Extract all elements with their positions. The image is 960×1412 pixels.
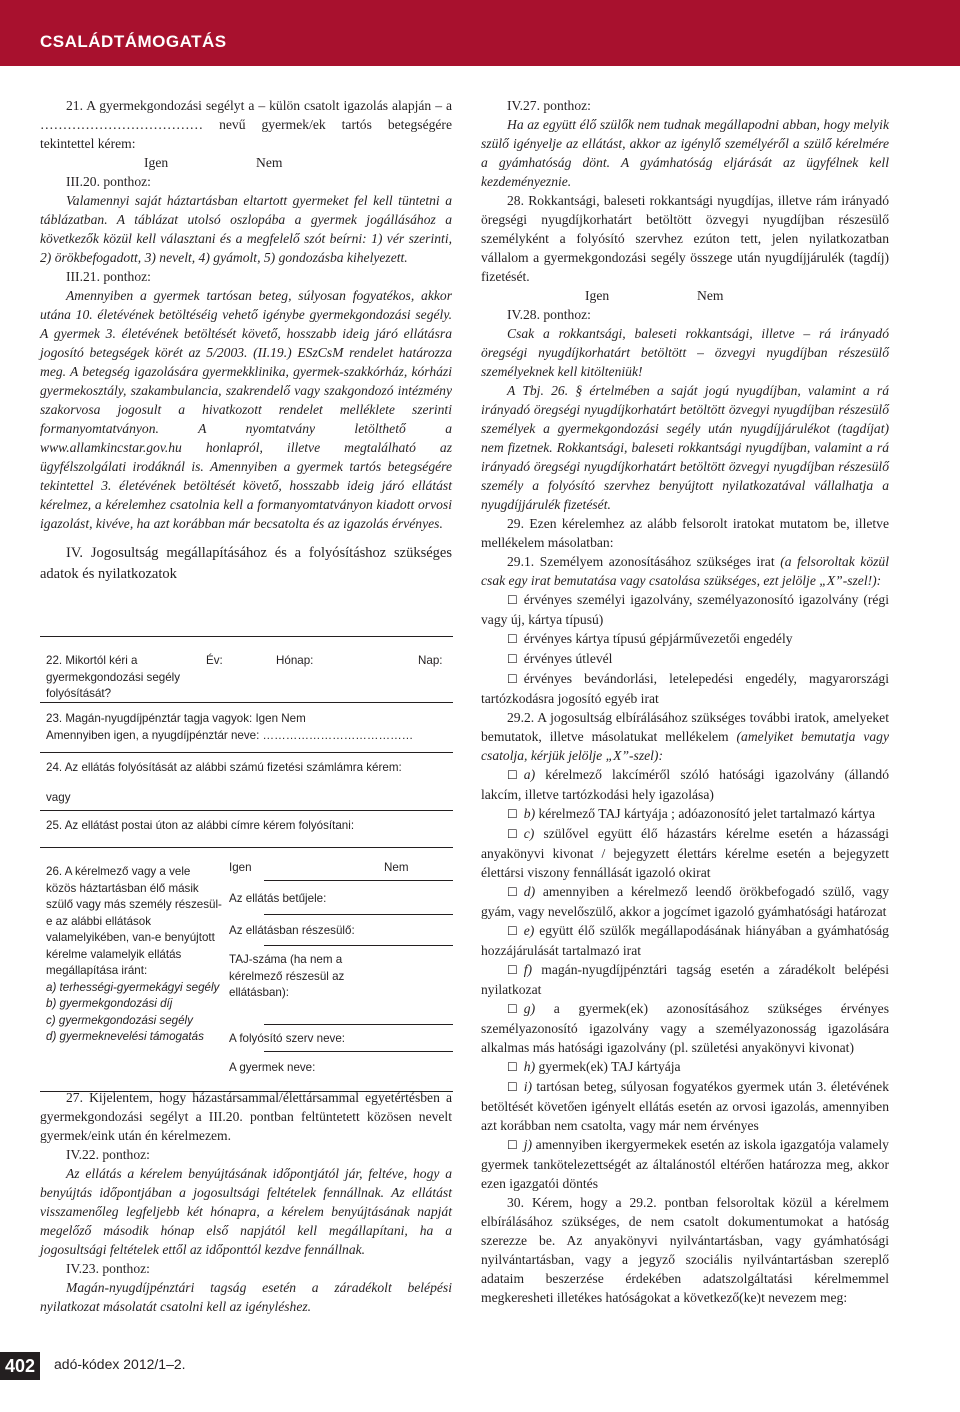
item-letter: a) xyxy=(523,767,536,782)
document-checkbox-item[interactable]: ☐ érvényes útlevél xyxy=(481,649,889,669)
benefit-option: b) gyermekgondozási díj xyxy=(46,997,173,1010)
year-field[interactable]: Év: xyxy=(206,654,223,667)
item-29-2 xyxy=(481,708,889,765)
form-label: 22. Mikortól kéri a gyermekgondozási segély folyósítását? xyxy=(46,654,181,700)
divider xyxy=(264,1051,453,1052)
item-letter: f) xyxy=(523,962,533,977)
note-text: A Tbj. 26. § értelmében a saját jogú nyugdíjban, valamint a rá irányadó öregségi nyugdíjkorhatárt betöltött özvegyi nyugdíjban részesülő személyek a gyermekgondozási segély után nyugdíjjárulékot (tagdíjat) nem fizetnek. Rokkantsági, baleseti rokkantsági nyugdíjban, valamint a rá irányadó öregségi nyugdíjkorhatárt betöltött özvegyi nyugdíjban részesülő személy a folyósító szervhez benyújtott nyilatkozatával vállalhatja a nyugdíjjárulék fizetését. xyxy=(481,383,889,512)
attachment-checkbox-item[interactable] xyxy=(481,804,889,824)
benefit-option: d) gyermeknevelési támogatás xyxy=(46,1030,204,1043)
form-label: 24. Az ellátás folyósítását az alábbi számú fizetési számlámra kérem: xyxy=(46,761,402,774)
attachment-checkbox-item[interactable] xyxy=(481,1057,889,1077)
item-29-2-note: (amelyiket bemutatja vagy csatolja, kérjük jelölje „X”-szel): xyxy=(481,729,889,763)
note-text: Ha az együtt élő szülők nem tudnak megállapodni abban, hogy melyik szülő igényelje az ellátást, akkor az igénylő személyéről a szülő kérelmére a gyámhatóság dönt. A gyámhatóság eljárását az ügyfélnek kell kezdeményeznie. xyxy=(481,117,889,189)
form-row-26 xyxy=(40,848,453,1091)
attachment-checkbox-item[interactable] xyxy=(481,921,889,960)
item-text: szülővel együtt élő házastárs kérelme esetén a házassági anyakönyvi kivonat / bejegyzett élettárs kérelme esetén a bejegyzett élettársi viszony fennállását igazoló okirat xyxy=(481,826,889,880)
form-label: 23. Magán-nyugdíjpénztár tagja vagyok: Igen Nem xyxy=(46,712,306,725)
item-text: tartósan beteg, súlyosan fogyatékos gyermek után 3. életévének betöltését követően igényelt ellátás esetén az orvosi igazolás, amennyiben azt korábban nem csatolta, vagy már nem érvényes xyxy=(481,1079,889,1133)
item-29-1-note: (a felsoroltak közül csak egy irat bemutatása vagy csatolása szükséges, ezt jelölje „X”-szel!): xyxy=(481,554,889,588)
item-letter: g) xyxy=(523,1001,536,1016)
pension-fund-name-field[interactable]: Amennyiben igen, a nyugdíjpénztár neve: ………………………………… xyxy=(46,729,414,742)
paying-agency-field[interactable]: A folyósító szerv neve: xyxy=(229,1032,345,1045)
benefit-letter-field[interactable]: Az ellátás betűjele: xyxy=(229,892,327,905)
item-text: együtt élő szülők megállapodásának hiányában a gyámhatóság hozzájárulását tartalmazó irat xyxy=(481,923,889,958)
section-iv-heading: IV. Jogosultság megállapításához és a folyósításhoz szükséges adatok és nyilatkozatok xyxy=(40,545,452,582)
yes-no-28 xyxy=(481,286,889,305)
divider xyxy=(264,914,453,915)
no-option[interactable]: Nem xyxy=(256,155,283,170)
note-heading: IV.23. ponthoz: xyxy=(66,1261,150,1276)
form-row-23 xyxy=(40,703,453,753)
id-document-list xyxy=(481,590,889,708)
note-heading: III.20. ponthoz: xyxy=(66,174,151,189)
taj-number-field[interactable]: TAJ-száma (ha nem a kérelmező részesül az ellátásban): xyxy=(229,953,345,999)
attachment-checkbox-item[interactable] xyxy=(481,1135,889,1193)
page-number: 402 xyxy=(0,1352,40,1380)
item-27: 27. Kijelentem, hogy házastársammal/élettársammal egyetértésben a gyermekgondozási segélyt a III.20. pontban feltüntetett közösen nevelt gyermek/eink után én kérelmezem. xyxy=(40,1090,452,1143)
yes-option[interactable]: Igen xyxy=(585,288,610,303)
item-text: gyermek(ek) TAJ kártyája xyxy=(538,1059,681,1074)
item-29-2-text: 29.2. A jogosultság elbírálásához szükséges további iratok, amelyeket bemutatok, illetve másolatukat mellékelem xyxy=(481,710,889,744)
item-text: kérelmező TAJ kártyája ; adóazonosító jelet tartalmazó kártya xyxy=(538,806,875,821)
note-heading: III.21. ponthoz: xyxy=(66,269,151,284)
form-row-24 xyxy=(40,753,453,811)
note-text: Az ellátás a kérelem benyújtásának időpontjától jár, feltéve, hogy a benyújtás időpontjában a jogosultsági feltételek fennállnak. Az ellátást visszamenőleg legfeljebb két hónapra, a kérelem benyújtásának napját megelőző második hónap első napjától kell megállapítani, ha a jogosultsági feltételek ettől az időponttól kezdve fennállnak. xyxy=(40,1166,452,1257)
beneficiary-field[interactable]: Az ellátásban részesülő: xyxy=(229,924,355,937)
application-form xyxy=(40,636,453,1092)
divider xyxy=(264,945,453,946)
left-column xyxy=(40,96,452,585)
item-text: kérelmező lakcíméről szóló hatósági igazolvány (állandó lakcím, illetve tartózkodási hely igazolása) xyxy=(481,767,889,802)
form-row-22 xyxy=(40,637,453,703)
attachment-checkbox-item[interactable] xyxy=(481,824,889,882)
item-text: amennyiben a kérelmező leendő örökbefogadó szülő, vagy gyám, vagy nevelőszülő, akkor a jogcímet igazoló gyámhatósági határozat xyxy=(481,884,889,919)
form-question-26 xyxy=(46,864,222,1046)
month-field[interactable]: Hónap: xyxy=(276,654,314,667)
form-row-25 xyxy=(40,811,453,848)
note-heading: IV.22. ponthoz: xyxy=(66,1147,150,1162)
attachment-checkbox-item[interactable] xyxy=(481,765,889,804)
header-bar xyxy=(0,0,960,66)
right-column xyxy=(481,96,889,1307)
note-text: Amennyiben a gyermek tartósan beteg, súlyosan fogyatékos, akkor utána 10. életévének betöltéséig vehető igénybe gyermekgondozási segély. A gyermek 3. életévének betöltését követő, hosszabb ideig járó ellátásra jogosító betegségek körét az 5/2003. (II.19.) ESzCsM rendelet határozza meg. A betegség igazolására gyermekklinika, gyermek-szakkórház, kórházi gyermekosztály, szakambulancia, szakrendelő vagy szakgondozó intézmény szakorvosa jogosult a hivatkozott rendelet melléklete szerinti formanyomtatványon. A nyomtatvány letölthető a www.allamkincstar.gov.hu honlapról, illetve megtalálható az ügyfélszolgálati irodáknál is. Amennyiben a gyermek tartós betegségére tekintettel 3. életévének betöltését követő, hosszabb ideig járó ellátást kérelmez, a kérelemhez csatolnia kell a formanyomtatványon kiadott orvosi igazolást, kivéve, ha azt korábban már becsatolta és az igazolás érvényes. xyxy=(40,288,452,531)
divider xyxy=(264,880,453,881)
item-letter: e) xyxy=(523,923,535,938)
note-heading: IV.27. ponthoz: xyxy=(507,98,591,113)
form-label: vagy xyxy=(46,791,71,804)
item-letter: h) xyxy=(523,1059,536,1074)
item-30: 30. Kérem, hogy a 29.2. pontban felsoroltak közül a kérelmem elbírálásához szükséges, de nem csatolt dokumentumokat a hatóság szerezze be. Az anyakönyvi nyilvántartásban, vagy gyámhatósági nyilvántartásban, vagy a jegyző szociális nyilvántartásban szereplő adataim beszerzése érdekében adatszolgáltatási kérelmemmel megkeresheti illetékes hatóságokat a következő(ke)t nevezem meg: xyxy=(481,1195,889,1305)
item-letter: d) xyxy=(523,884,536,899)
note-text: Valamennyi saját háztartásban eltartott gyermeket fel kell tüntetni a táblázatban. A táblázat utolsó oszlopába a gyermek jogállásához a következők közül kell választani és a megfelelő szót beírni: 1) vér szerinti, 2) örökbefogadott, 3) nevelt, 4) gyámolt, 5) gondozásba kihelyezett. xyxy=(40,193,452,265)
no-option[interactable]: Nem xyxy=(697,288,724,303)
child-name-field[interactable]: A gyermek neve: xyxy=(229,1061,316,1074)
note-text: Csak a rokkantsági, baleseti rokkantsági, illetve – rá irányadó öregségi nyugdíjkorhatárt betöltött – özvegyi nyugdíjban részesülő személyeknek kell kitölteniük! xyxy=(481,326,889,379)
item-text: amennyiben ikergyermekek esetén az iskola igazgatója valamely gyermek tankötelezettségét az általánostól eltérően határozza meg, akkor ezen igazgatói döntés xyxy=(481,1137,889,1191)
attachment-list xyxy=(481,765,889,1193)
divider xyxy=(264,1024,453,1025)
item-29-1 xyxy=(481,552,889,590)
document-checkbox-item[interactable]: ☐ érvényes személyi igazolvány, személyazonosító igazolvány (régi vagy új, kártya típusú) xyxy=(481,590,889,629)
document-checkbox-item[interactable]: ☐ érvényes kártya típusú gépjárművezetői engedély xyxy=(481,629,889,649)
no-option[interactable]: Nem xyxy=(384,861,409,874)
item-21: 21. A gyermekgondozási segélyt a – külön csatolt igazolás alapján – a ……………………………… nevű gyermek/ek tartós betegségére tekintettel kérem: xyxy=(40,98,452,151)
section-title: CSALÁDTÁMOGATÁS xyxy=(40,32,227,51)
item-letter: j) xyxy=(523,1137,533,1152)
item-29-1-text: 29.1. Személyem azonosításához szükséges irat xyxy=(507,554,775,569)
publication-name: adó-kódex 2012/1–2. xyxy=(54,1356,186,1372)
form-label: 26. A kérelmező vagy a vele közös háztartásban élő másik szülő vagy más személy részesül-e az alábbi ellátások valamelyikében, van-e benyújtott kérelme valamelyik ellátás megállapítása iránt: xyxy=(46,865,222,977)
item-letter: b) xyxy=(523,806,536,821)
attachment-checkbox-item[interactable] xyxy=(481,882,889,921)
left-column-bottom xyxy=(40,1088,452,1316)
item-text: a gyermek(ek) azonosításához szükséges érvényes személyazonosító igazolvány vagy a személyazonosság igazolására alkalmas más hatósági igazolvány (pl. születési anyakönyvi kivonat) xyxy=(481,1001,889,1055)
attachment-checkbox-item[interactable] xyxy=(481,1077,889,1135)
item-letter: c) xyxy=(523,826,535,841)
form-label: 25. Az ellátást postai úton az alábbi címre kérem folyósítani: xyxy=(46,819,355,832)
item-letter: i) xyxy=(523,1079,533,1094)
yes-option[interactable]: Igen xyxy=(229,861,252,874)
note-text: Magán-nyugdíjpénztári tagság esetén a záradékolt belépési nyilatkozat másolatát csatolni kell az igényléshez. xyxy=(40,1280,452,1314)
benefit-option: a) terhességi-gyermekágyi segély xyxy=(46,980,220,994)
attachment-checkbox-item[interactable] xyxy=(481,999,889,1057)
day-field[interactable]: Nap: xyxy=(418,654,443,667)
yes-no-21 xyxy=(40,153,452,172)
item-text: magán-nyugdíjpénztári tagság esetén a záradékolt belépési nyilatkozat xyxy=(481,962,890,997)
benefit-option: c) gyermekgondozási segély xyxy=(46,1013,193,1027)
document-checkbox-item[interactable]: ☐ érvényes bevándorlási, letelepedési engedély, magyarországi tartózkodásra jogosító egyéb irat xyxy=(481,669,889,708)
item-29: 29. Ezen kérelemhez az alább felsorolt iratokat mutatom be, illetve mellékelem másolatban: xyxy=(481,516,889,550)
note-heading: IV.28. ponthoz: xyxy=(507,307,591,322)
yes-option[interactable]: Igen xyxy=(144,155,169,170)
item-28: 28. Rokkantsági, baleseti rokkantsági nyugdíjas, illetve rám irányadó öregségi nyugdíjkorhatárt betöltött özvegyi nyugdíjban részesülő személyként a folyósító szervhez ezúton tett, jelen nyilatkozatban vállalom a gyermekgondozási segély összege után nyugdíjjárulék (tagdíj) fizetését. xyxy=(481,193,889,284)
attachment-checkbox-item[interactable] xyxy=(481,960,889,999)
